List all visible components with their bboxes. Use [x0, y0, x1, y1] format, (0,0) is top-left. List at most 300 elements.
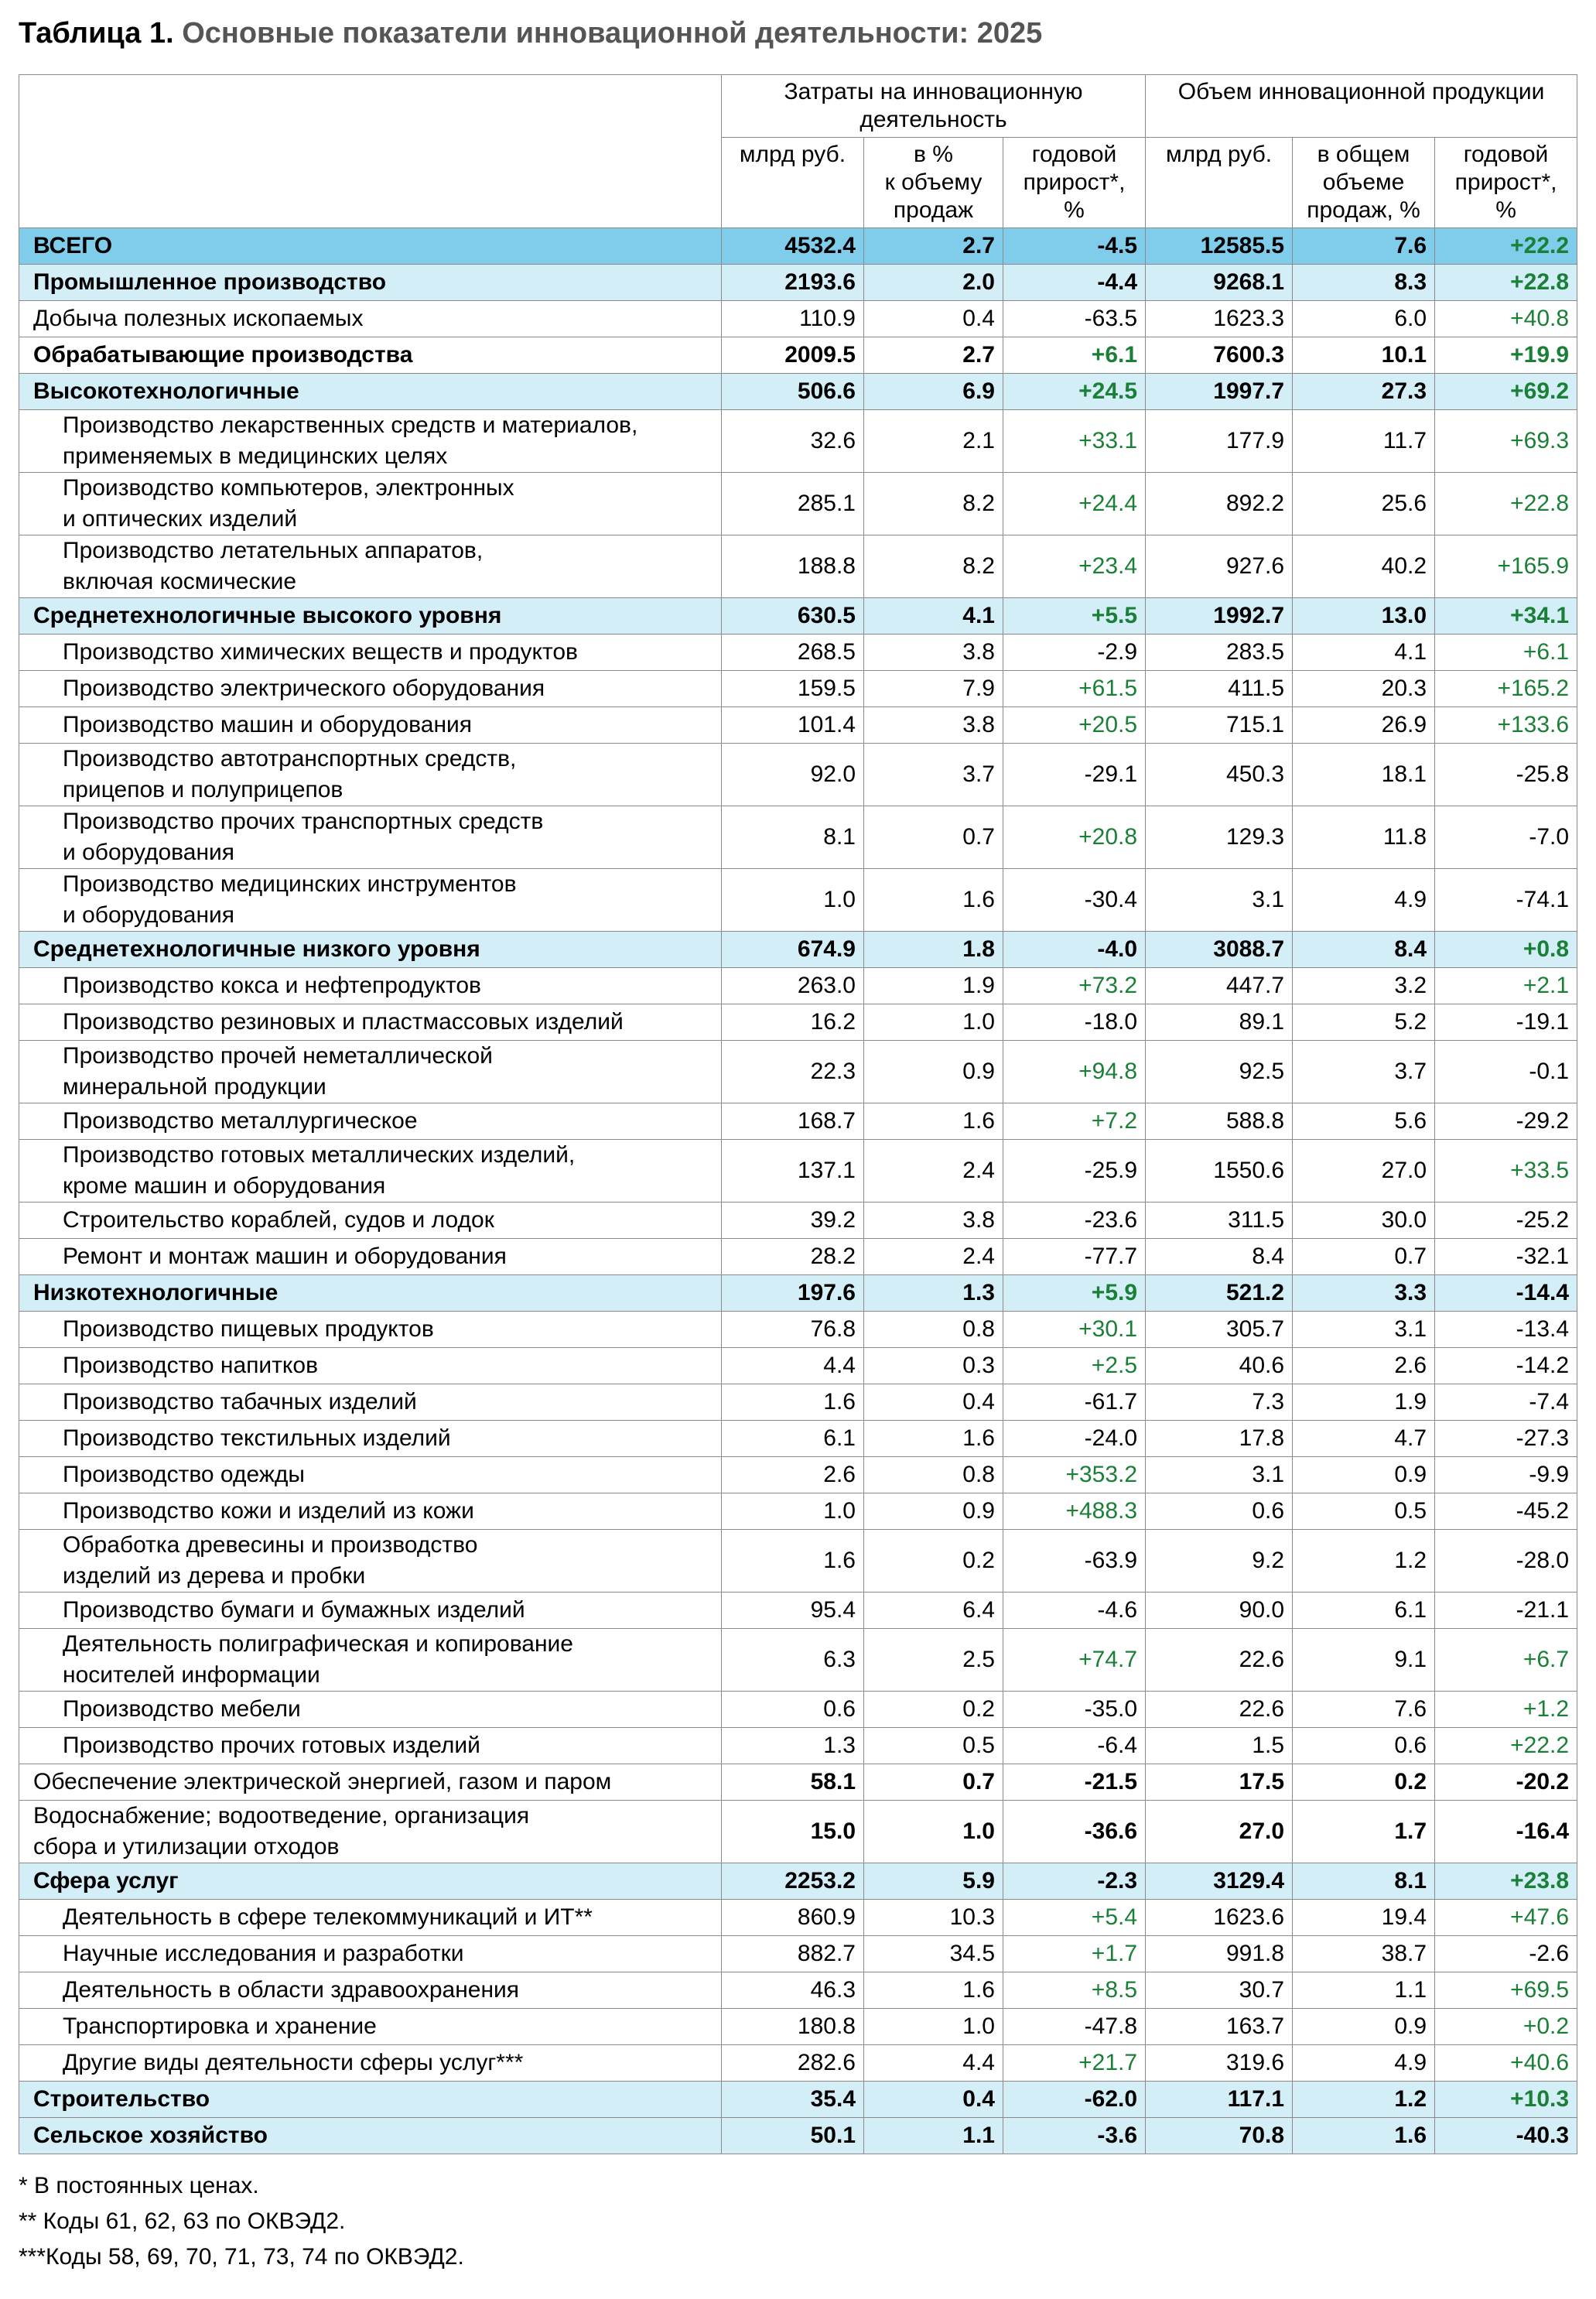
- cell-value: 1.1: [864, 2118, 1003, 2154]
- header-col-1: в % к объему продаж: [864, 138, 1003, 228]
- row-name: Другие виды деятельности сферы услуг***: [19, 2045, 722, 2082]
- cell-value: 2.1: [864, 410, 1003, 473]
- cell-value: 2009.5: [722, 337, 864, 374]
- cell-value: 4.9: [1293, 869, 1435, 932]
- cell-value: 163.7: [1146, 2009, 1293, 2045]
- cell-value: -77.7: [1003, 1239, 1146, 1275]
- cell-value: 268.5: [722, 635, 864, 671]
- cell-value: 12585.5: [1146, 228, 1293, 265]
- cell-value: 0.2: [1293, 1764, 1435, 1801]
- cell-value: 1.6: [864, 1972, 1003, 2009]
- cell-value: 1.8: [864, 932, 1003, 968]
- table-title-label: Таблица 1.: [19, 17, 174, 50]
- cell-value: -6.4: [1003, 1728, 1146, 1764]
- cell-value: 3.2: [1293, 968, 1435, 1004]
- cell-value: 0.2: [864, 1692, 1003, 1728]
- cell-value: 22.3: [722, 1041, 864, 1103]
- row-name: Производство металлургическое: [19, 1103, 722, 1140]
- cell-value: 9.1: [1293, 1629, 1435, 1692]
- row-name: Промышленное производство: [19, 265, 722, 301]
- table-row: [19, 1692, 1577, 1728]
- cell-value: 882.7: [722, 1936, 864, 1972]
- cell-value: 0.2: [864, 1530, 1003, 1593]
- cell-value: 7.3: [1146, 1384, 1293, 1421]
- header-col-0: млрд руб.: [722, 138, 864, 228]
- cell-value: +6.1: [1003, 337, 1146, 374]
- cell-value: +488.3: [1003, 1493, 1146, 1530]
- row-name: Производство прочей неметаллической минеральной продукции: [19, 1041, 722, 1103]
- table-title-text: Основные показатели инновационной деятельности: 2025: [182, 17, 1043, 50]
- cell-value: -21.1: [1435, 1593, 1577, 1629]
- cell-value: 319.6: [1146, 2045, 1293, 2082]
- table-row: [19, 869, 1577, 932]
- cell-value: 8.4: [1293, 932, 1435, 968]
- cell-value: -20.2: [1435, 1764, 1577, 1801]
- cell-value: 40.6: [1146, 1348, 1293, 1384]
- table-row: [19, 1348, 1577, 1384]
- cell-value: 1.6: [722, 1530, 864, 1593]
- row-name: Производство лекарственных средств и материалов, применяемых в медицинских целях: [19, 410, 722, 473]
- cell-value: 4.4: [864, 2045, 1003, 2082]
- cell-value: 92.5: [1146, 1041, 1293, 1103]
- cell-value: +69.5: [1435, 1972, 1577, 2009]
- cell-value: -4.6: [1003, 1593, 1146, 1629]
- cell-value: -29.1: [1003, 744, 1146, 806]
- cell-value: 0.5: [1293, 1493, 1435, 1530]
- row-name: Сельское хозяйство: [19, 2118, 722, 2154]
- cell-value: -2.3: [1003, 1863, 1146, 1900]
- cell-value: 4532.4: [722, 228, 864, 265]
- cell-value: 1.0: [864, 1801, 1003, 1863]
- cell-value: 3.7: [864, 744, 1003, 806]
- cell-value: +73.2: [1003, 968, 1146, 1004]
- cell-value: +30.1: [1003, 1312, 1146, 1348]
- cell-value: -4.0: [1003, 932, 1146, 968]
- cell-value: -4.5: [1003, 228, 1146, 265]
- cell-value: 3.8: [864, 1203, 1003, 1239]
- cell-value: 5.6: [1293, 1103, 1435, 1140]
- cell-value: +24.4: [1003, 473, 1146, 535]
- cell-value: 7.9: [864, 671, 1003, 707]
- cell-value: 1.6: [864, 869, 1003, 932]
- cell-value: 1623.6: [1146, 1900, 1293, 1936]
- cell-value: 3.1: [1146, 869, 1293, 932]
- row-name: Обрабатывающие производства: [19, 337, 722, 374]
- row-name: Производство прочих готовых изделий: [19, 1728, 722, 1764]
- row-name: Производство табачных изделий: [19, 1384, 722, 1421]
- table-row: [19, 1863, 1577, 1900]
- cell-value: +353.2: [1003, 1457, 1146, 1493]
- table-row: [19, 1593, 1577, 1629]
- table-row: [19, 1764, 1577, 1801]
- cell-value: +74.7: [1003, 1629, 1146, 1692]
- header-group-output: Объем инновационной продукции: [1146, 75, 1577, 138]
- cell-value: 1.6: [722, 1384, 864, 1421]
- cell-value: 10.1: [1293, 337, 1435, 374]
- cell-value: 1.0: [722, 1493, 864, 1530]
- cell-value: 2.7: [864, 228, 1003, 265]
- cell-value: 30.7: [1146, 1972, 1293, 2009]
- cell-value: +33.1: [1003, 410, 1146, 473]
- cell-value: +22.8: [1435, 265, 1577, 301]
- cell-value: +22.2: [1435, 1728, 1577, 1764]
- cell-value: -19.1: [1435, 1004, 1577, 1041]
- table-row: [19, 410, 1577, 473]
- table-row: [19, 228, 1577, 265]
- row-name: Деятельность в сфере телекоммуникаций и ИТ**: [19, 1900, 722, 1936]
- cell-value: -7.0: [1435, 806, 1577, 869]
- cell-value: -25.8: [1435, 744, 1577, 806]
- cell-value: 588.8: [1146, 1103, 1293, 1140]
- row-name: Научные исследования и разработки: [19, 1936, 722, 1972]
- cell-value: 22.6: [1146, 1692, 1293, 1728]
- cell-value: 0.6: [1146, 1493, 1293, 1530]
- footnotes: [19, 2168, 464, 2275]
- cell-value: 8.2: [864, 473, 1003, 535]
- cell-value: 30.0: [1293, 1203, 1435, 1239]
- cell-value: 715.1: [1146, 707, 1293, 744]
- table-row: [19, 337, 1577, 374]
- cell-value: 101.4: [722, 707, 864, 744]
- cell-value: 8.4: [1146, 1239, 1293, 1275]
- row-name: Производство летательных аппаратов, включая космические: [19, 535, 722, 598]
- table-row: [19, 1312, 1577, 1348]
- table-row: [19, 1041, 1577, 1103]
- row-name: Производство пищевых продуктов: [19, 1312, 722, 1348]
- row-name: Низкотехнологичные: [19, 1275, 722, 1312]
- cell-value: 90.0: [1146, 1593, 1293, 1629]
- row-name: Высокотехнологичные: [19, 374, 722, 410]
- cell-value: 860.9: [722, 1900, 864, 1936]
- cell-value: 285.1: [722, 473, 864, 535]
- table-row: [19, 1972, 1577, 2009]
- table-row: [19, 2118, 1577, 2154]
- cell-value: 11.7: [1293, 410, 1435, 473]
- header-col-5: годовой прирост*, %: [1435, 138, 1577, 228]
- cell-value: +165.9: [1435, 535, 1577, 598]
- table-row: [19, 1421, 1577, 1457]
- row-name: Добыча полезных ископаемых: [19, 301, 722, 337]
- cell-value: 2.6: [722, 1457, 864, 1493]
- cell-value: -29.2: [1435, 1103, 1577, 1140]
- row-name: Производство автотранспортных средств, прицепов и полуприцепов: [19, 744, 722, 806]
- cell-value: 1.0: [864, 1004, 1003, 1041]
- cell-value: 1623.3: [1146, 301, 1293, 337]
- cell-value: 9268.1: [1146, 265, 1293, 301]
- table-row: [19, 1239, 1577, 1275]
- cell-value: 1.2: [1293, 2082, 1435, 2118]
- cell-value: 17.5: [1146, 1764, 1293, 1801]
- cell-value: 3088.7: [1146, 932, 1293, 968]
- cell-value: 110.9: [722, 301, 864, 337]
- table-row: [19, 744, 1577, 806]
- cell-value: 0.9: [1293, 2009, 1435, 2045]
- cell-value: 22.6: [1146, 1629, 1293, 1692]
- cell-value: -13.4: [1435, 1312, 1577, 1348]
- cell-value: 2.7: [864, 337, 1003, 374]
- cell-value: 26.9: [1293, 707, 1435, 744]
- cell-value: 263.0: [722, 968, 864, 1004]
- row-name: Производство напитков: [19, 1348, 722, 1384]
- cell-value: 27.0: [1146, 1801, 1293, 1863]
- cell-value: +61.5: [1003, 671, 1146, 707]
- table-row: [19, 535, 1577, 598]
- cell-value: 4.1: [864, 598, 1003, 635]
- cell-value: -9.9: [1435, 1457, 1577, 1493]
- cell-value: 16.2: [722, 1004, 864, 1041]
- cell-value: 0.7: [864, 1764, 1003, 1801]
- cell-value: +1.7: [1003, 1936, 1146, 1972]
- cell-value: 129.3: [1146, 806, 1293, 869]
- row-name: Среднетехнологичные низкого уровня: [19, 932, 722, 968]
- cell-value: 28.2: [722, 1239, 864, 1275]
- cell-value: +6.1: [1435, 635, 1577, 671]
- row-name: Среднетехнологичные высокого уровня: [19, 598, 722, 635]
- table-row: [19, 1275, 1577, 1312]
- row-name: ВСЕГО: [19, 228, 722, 265]
- cell-value: -61.7: [1003, 1384, 1146, 1421]
- cell-value: 0.7: [864, 806, 1003, 869]
- cell-value: 0.4: [864, 2082, 1003, 2118]
- cell-value: +5.4: [1003, 1900, 1146, 1936]
- cell-value: -14.4: [1435, 1275, 1577, 1312]
- cell-value: 991.8: [1146, 1936, 1293, 1972]
- row-name: Производство химических веществ и продуктов: [19, 635, 722, 671]
- cell-value: 0.9: [864, 1041, 1003, 1103]
- cell-value: 177.9: [1146, 410, 1293, 473]
- table-row: [19, 1457, 1577, 1493]
- table-row: [19, 1801, 1577, 1863]
- row-name: Деятельность полиграфическая и копирование носителей информации: [19, 1629, 722, 1692]
- table-row: [19, 2082, 1577, 2118]
- cell-value: -16.4: [1435, 1801, 1577, 1863]
- cell-value: +40.6: [1435, 2045, 1577, 2082]
- cell-value: 0.8: [864, 1457, 1003, 1493]
- cell-value: 95.4: [722, 1593, 864, 1629]
- cell-value: 10.3: [864, 1900, 1003, 1936]
- cell-value: 1.5: [1146, 1728, 1293, 1764]
- cell-value: 11.8: [1293, 806, 1435, 869]
- cell-value: 27.0: [1293, 1140, 1435, 1203]
- cell-value: 34.5: [864, 1936, 1003, 1972]
- cell-value: +2.1: [1435, 968, 1577, 1004]
- cell-value: 0.6: [722, 1692, 864, 1728]
- table-row: [19, 1493, 1577, 1530]
- cell-value: -28.0: [1435, 1530, 1577, 1593]
- cell-value: 25.6: [1293, 473, 1435, 535]
- cell-value: +34.1: [1435, 598, 1577, 635]
- cell-value: +40.8: [1435, 301, 1577, 337]
- row-name: Производство мебели: [19, 1692, 722, 1728]
- cell-value: 1.2: [1293, 1530, 1435, 1593]
- cell-value: -24.0: [1003, 1421, 1146, 1457]
- cell-value: 2.4: [864, 1239, 1003, 1275]
- row-name: Производство машин и оборудования: [19, 707, 722, 744]
- cell-value: 39.2: [722, 1203, 864, 1239]
- cell-value: 1.7: [1293, 1801, 1435, 1863]
- table-row: [19, 1384, 1577, 1421]
- table-row: [19, 671, 1577, 707]
- cell-value: 3.8: [864, 707, 1003, 744]
- cell-value: 9.2: [1146, 1530, 1293, 1593]
- header-group-costs: Затраты на инновационную деятельность: [722, 75, 1146, 138]
- cell-value: 137.1: [722, 1140, 864, 1203]
- cell-value: +94.8: [1003, 1041, 1146, 1103]
- cell-value: 311.5: [1146, 1203, 1293, 1239]
- cell-value: +23.8: [1435, 1863, 1577, 1900]
- cell-value: 4.9: [1293, 2045, 1435, 2082]
- table-row: [19, 598, 1577, 635]
- cell-value: 2.4: [864, 1140, 1003, 1203]
- cell-value: 8.2: [864, 535, 1003, 598]
- cell-value: 159.5: [722, 671, 864, 707]
- cell-value: 13.0: [1293, 598, 1435, 635]
- header-col-2: годовой прирост*, %: [1003, 138, 1146, 228]
- cell-value: 3.8: [864, 635, 1003, 671]
- cell-value: -4.4: [1003, 265, 1146, 301]
- cell-value: 521.2: [1146, 1275, 1293, 1312]
- cell-value: 0.4: [864, 301, 1003, 337]
- header-col-4: в общем объеме продаж, %: [1293, 138, 1435, 228]
- row-name: Производство компьютеров, электронных и оптических изделий: [19, 473, 722, 535]
- cell-value: 168.7: [722, 1103, 864, 1140]
- cell-value: -45.2: [1435, 1493, 1577, 1530]
- cell-value: +47.6: [1435, 1900, 1577, 1936]
- table-body: [19, 228, 1577, 2154]
- cell-value: -74.1: [1435, 869, 1577, 932]
- cell-value: +23.4: [1003, 535, 1146, 598]
- cell-value: 40.2: [1293, 535, 1435, 598]
- cell-value: 1.1: [1293, 1972, 1435, 2009]
- cell-value: 1.3: [864, 1275, 1003, 1312]
- table-row: [19, 265, 1577, 301]
- row-name: Производство медицинских инструментов и оборудования: [19, 869, 722, 932]
- cell-value: 8.3: [1293, 265, 1435, 301]
- cell-value: 8.1: [722, 806, 864, 869]
- cell-value: 92.0: [722, 744, 864, 806]
- cell-value: 4.4: [722, 1348, 864, 1384]
- cell-value: +24.5: [1003, 374, 1146, 410]
- cell-value: 1997.7: [1146, 374, 1293, 410]
- row-name: Производство бумаги и бумажных изделий: [19, 1593, 722, 1629]
- cell-value: +6.7: [1435, 1629, 1577, 1692]
- cell-value: 7.6: [1293, 1692, 1435, 1728]
- cell-value: 32.6: [722, 410, 864, 473]
- table-row: [19, 301, 1577, 337]
- footnote: * В постоянных ценах.: [19, 2173, 259, 2198]
- cell-value: +5.5: [1003, 598, 1146, 635]
- cell-value: 7.6: [1293, 228, 1435, 265]
- cell-value: 27.3: [1293, 374, 1435, 410]
- cell-value: 17.8: [1146, 1421, 1293, 1457]
- cell-value: 58.1: [722, 1764, 864, 1801]
- cell-value: 5.9: [864, 1863, 1003, 1900]
- cell-value: 89.1: [1146, 1004, 1293, 1041]
- row-name: Производство готовых металлических изделий, кроме машин и оборудования: [19, 1140, 722, 1203]
- cell-value: 0.5: [864, 1728, 1003, 1764]
- cell-value: +22.2: [1435, 228, 1577, 265]
- table-row: [19, 806, 1577, 869]
- cell-value: 1550.6: [1146, 1140, 1293, 1203]
- cell-value: 6.9: [864, 374, 1003, 410]
- cell-value: 1.0: [864, 2009, 1003, 2045]
- table-title: [19, 17, 1042, 50]
- cell-value: 0.3: [864, 1348, 1003, 1384]
- cell-value: 5.2: [1293, 1004, 1435, 1041]
- cell-value: 76.8: [722, 1312, 864, 1348]
- cell-value: 18.1: [1293, 744, 1435, 806]
- cell-value: 0.4: [864, 1384, 1003, 1421]
- cell-value: 1.6: [864, 1103, 1003, 1140]
- indicators-table: [19, 74, 1577, 2154]
- cell-value: 1.9: [1293, 1384, 1435, 1421]
- cell-value: 1.6: [1293, 2118, 1435, 2154]
- cell-value: 70.8: [1146, 2118, 1293, 2154]
- cell-value: -3.6: [1003, 2118, 1146, 2154]
- cell-value: 282.6: [722, 2045, 864, 2082]
- cell-value: -25.9: [1003, 1140, 1146, 1203]
- cell-value: 0.9: [864, 1493, 1003, 1530]
- cell-value: 50.1: [722, 2118, 864, 2154]
- cell-value: +33.5: [1435, 1140, 1577, 1203]
- cell-value: 7600.3: [1146, 337, 1293, 374]
- row-name: Производство резиновых и пластмассовых изделий: [19, 1004, 722, 1041]
- cell-value: 2.6: [1293, 1348, 1435, 1384]
- table-row: [19, 1203, 1577, 1239]
- table-row: [19, 932, 1577, 968]
- cell-value: 117.1: [1146, 2082, 1293, 2118]
- cell-value: +21.7: [1003, 2045, 1146, 2082]
- cell-value: +2.5: [1003, 1348, 1146, 1384]
- cell-value: 35.4: [722, 2082, 864, 2118]
- cell-value: 38.7: [1293, 1936, 1435, 1972]
- cell-value: -62.0: [1003, 2082, 1146, 2118]
- row-name: Производство кожи и изделий из кожи: [19, 1493, 722, 1530]
- cell-value: 6.1: [1293, 1593, 1435, 1629]
- row-name: Строительство: [19, 2082, 722, 2118]
- table-row: [19, 1900, 1577, 1936]
- table-row: [19, 1530, 1577, 1593]
- table-row: [19, 2045, 1577, 2082]
- cell-value: 411.5: [1146, 671, 1293, 707]
- cell-value: +5.9: [1003, 1275, 1146, 1312]
- cell-value: 674.9: [722, 932, 864, 968]
- cell-value: 4.1: [1293, 635, 1435, 671]
- table-row: [19, 1629, 1577, 1692]
- cell-value: 892.2: [1146, 473, 1293, 535]
- footnote: ***Коды 58, 69, 70, 71, 73, 74 по ОКВЭД2.: [19, 2244, 464, 2270]
- cell-value: +133.6: [1435, 707, 1577, 744]
- cell-value: 6.1: [722, 1421, 864, 1457]
- cell-value: 3129.4: [1146, 1863, 1293, 1900]
- cell-value: 46.3: [722, 1972, 864, 2009]
- cell-value: 2193.6: [722, 265, 864, 301]
- row-name: Производство одежды: [19, 1457, 722, 1493]
- row-name: Производство электрического оборудования: [19, 671, 722, 707]
- cell-value: 1.0: [722, 869, 864, 932]
- cell-value: -40.3: [1435, 2118, 1577, 2154]
- footnote: ** Коды 61, 62, 63 по ОКВЭД2.: [19, 2208, 346, 2234]
- row-name: Обработка древесины и производство изделий из дерева и пробки: [19, 1530, 722, 1593]
- cell-value: -2.9: [1003, 635, 1146, 671]
- cell-value: 3.7: [1293, 1041, 1435, 1103]
- cell-value: 19.4: [1293, 1900, 1435, 1936]
- cell-value: -63.9: [1003, 1530, 1146, 1593]
- row-name: Ремонт и монтаж машин и оборудования: [19, 1239, 722, 1275]
- cell-value: -25.2: [1435, 1203, 1577, 1239]
- cell-value: 0.9: [1293, 1457, 1435, 1493]
- cell-value: 305.7: [1146, 1312, 1293, 1348]
